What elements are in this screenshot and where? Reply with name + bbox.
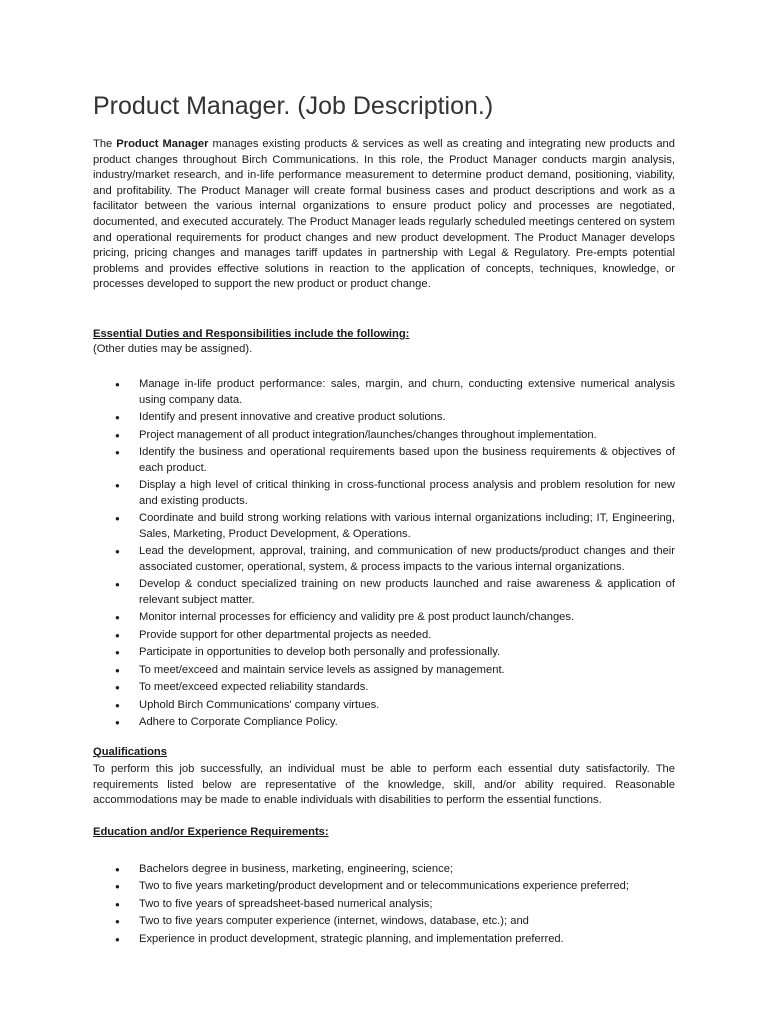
list-item-text: Provide support for other departmental projects as needed. xyxy=(139,628,432,641)
list-item-text: Two to five years marketing/product development and or telecommunications experience preferred; xyxy=(139,880,630,893)
bullet-icon: ● xyxy=(115,718,120,728)
list-item-text: To meet/exceed and maintain service levels as assigned by management. xyxy=(139,663,505,676)
list-item xyxy=(93,663,675,679)
list-item-text: Two to five years of spreadsheet-based numerical analysis; xyxy=(139,897,433,910)
duties-note: (Other duties may be assigned). xyxy=(93,343,253,355)
list-item-text: Develop & conduct specialized training on new products launched and raise awareness & application of relevant subject matter. xyxy=(139,578,675,606)
list-item-text: Identify and present innovative and creative product solutions. xyxy=(139,411,446,424)
list-item xyxy=(93,645,675,661)
list-item xyxy=(93,577,675,608)
list-item xyxy=(93,445,675,476)
duties-heading: Essential Duties and Responsibilities include the following: xyxy=(93,328,410,340)
bullet-icon: ● xyxy=(115,882,120,892)
list-item-text: Manage in-life product performance: sales, margin, and churn, conducting extensive numerical analysis using company data. xyxy=(139,378,675,406)
intro-body: manages existing products & services as well as creating and integrating new products and product changes throughout Birch Communications. In this role, the Product Manager conducts margin analysis, industry/market research, and in-life performance measurement to determine product demand, positioning, viability, and profitability. The Product Manager will create formal business cases and product descriptions and work as a facilitator between the various internal organizations to ensure product policy and processes are negotiated, documented, and executed accurately. The Product Manager leads regularly scheduled meetings centered on system and operational requirements for product changes and new product development. The Product Manager develops pricing, pricing changes and manages tariff updates in partnership with Legal & Regulatory. Pre-empts potential problems and provides effective solutions in reaction to the application of concepts, techniques, knowledge, or processes developed to support the new product or product change. xyxy=(93,138,675,291)
bullet-icon: ● xyxy=(115,547,120,557)
bullet-icon: ● xyxy=(115,413,120,423)
bullet-icon: ● xyxy=(115,700,120,710)
qualifications-heading: Qualifications xyxy=(93,746,167,758)
list-item-text: Display a high level of critical thinking in cross-functional process analysis and problem resolution for new and existing products. xyxy=(139,479,675,507)
list-item-text: Participate in opportunities to develop both personally and professionally. xyxy=(139,646,501,659)
list-item xyxy=(93,680,675,696)
list-item xyxy=(93,715,675,731)
bullet-icon: ● xyxy=(115,665,120,675)
list-item xyxy=(93,698,675,714)
list-item-text: Coordinate and build strong working relations with various internal organizations including; IT, Engineering, Sales, Marketing, Product Development, & Operations. xyxy=(139,512,675,540)
intro-paragraph xyxy=(93,137,675,293)
list-item-text: Identify the business and operational requirements based upon the business requirements & objectives of each product. xyxy=(139,446,675,474)
duties-list xyxy=(93,377,675,733)
list-item-text: To meet/exceed expected reliability standards. xyxy=(139,681,369,694)
bullet-icon: ● xyxy=(115,630,120,640)
list-item xyxy=(93,377,675,408)
list-item-text: Two to five years computer experience (internet, windows, database, etc.); and xyxy=(139,915,529,928)
list-item-text: Adhere to Corporate Compliance Policy. xyxy=(139,716,338,729)
education-list xyxy=(93,862,675,949)
bullet-icon: ● xyxy=(115,899,120,909)
list-item xyxy=(93,879,675,895)
list-item xyxy=(93,544,675,575)
bullet-icon: ● xyxy=(115,481,120,491)
list-item-text: Uphold Birch Communications' company virtues. xyxy=(139,698,380,711)
bullet-icon: ● xyxy=(115,648,120,658)
bullet-icon: ● xyxy=(115,613,120,623)
bullet-icon: ● xyxy=(115,865,120,874)
education-heading: Education and/or Experience Requirements: xyxy=(93,826,329,838)
list-item xyxy=(93,410,675,426)
intro-prefix: The xyxy=(93,138,117,150)
bullet-icon: ● xyxy=(115,380,120,389)
list-item xyxy=(93,511,675,542)
list-item-text: Lead the development, approval, training, and communication of new products/product changes and their associated customer, operational, system, & process impacts to the various internal organizations. xyxy=(139,545,675,573)
page-title: Product Manager. (Job Description.) xyxy=(93,92,494,120)
bullet-icon: ● xyxy=(115,430,120,440)
bullet-icon: ● xyxy=(115,580,120,590)
intro-bold-term: Product Manager xyxy=(116,138,209,150)
bullet-icon: ● xyxy=(115,934,120,944)
list-item xyxy=(93,914,675,930)
bullet-icon: ● xyxy=(115,917,120,927)
bullet-icon: ● xyxy=(115,514,120,524)
list-item-text: Project management of all product integration/launches/changes throughout implementation. xyxy=(139,428,597,441)
list-item xyxy=(93,478,675,509)
bullet-icon: ● xyxy=(115,683,120,693)
list-item xyxy=(93,428,675,444)
list-item-text: Monitor internal processes for efficiency and validity pre & post product launch/changes. xyxy=(139,611,575,624)
list-item-text: Bachelors degree in business, marketing, engineering, science; xyxy=(139,863,454,875)
list-item xyxy=(93,862,675,878)
qualifications-text: To perform this job successfully, an individual must be able to perform each essential duty satisfactorily. The requirements listed below are representative of the knowledge, skill, and/or ability required. Reasonable accommodations may be made to enable individuals with disabilities to perform the essential functions. xyxy=(93,763,675,807)
list-item-text: Experience in product development, strategic planning, and implementation preferred. xyxy=(139,932,564,945)
list-item xyxy=(93,897,675,913)
list-item xyxy=(93,628,675,644)
list-item xyxy=(93,932,675,948)
list-item xyxy=(93,610,675,626)
bullet-icon: ● xyxy=(115,448,120,458)
